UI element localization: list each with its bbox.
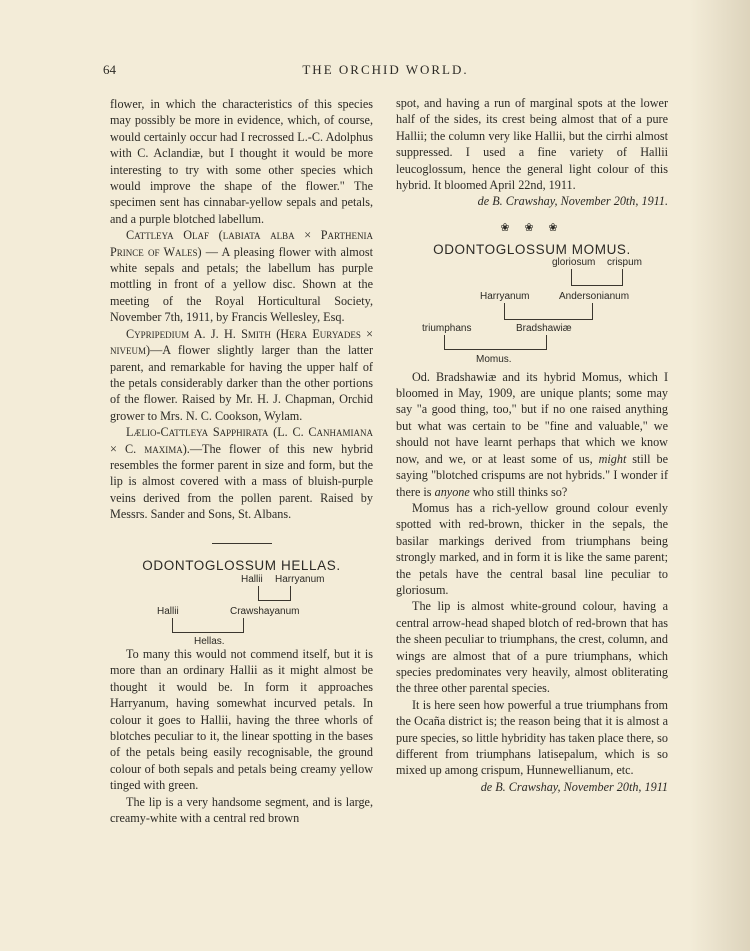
right-column [396, 95, 668, 795]
connector-line [172, 632, 244, 633]
paragraph-laelio-cattleya [110, 424, 373, 522]
paragraph-cattleya-olaf [110, 227, 373, 325]
paragraph-body: —A flower slightly larger than the latter parent, and remarkable for having the upper half of the petals considerably darker than the other portions of the flower. Raised by Mr. H. J. Chapman, Orchid grower to Mrs. N. C. Cookson, Wylam. [110, 343, 373, 423]
left-column [110, 96, 373, 826]
pedigree-diagram-hellas [110, 574, 373, 646]
signature: de B. Crawshay, November 20th, 1911. [477, 194, 668, 209]
section-title-momus: ODONTOGLOSSUM MOMUS. [433, 242, 631, 258]
hybrid-label: Hellas. [194, 635, 225, 647]
parent-label: triumphans [422, 322, 472, 334]
running-header [103, 62, 668, 80]
paragraph: spot, and having a run of marginal spots at the lower half of the sides, its crest being almost that of a pure Hallii; the column very like Hallii, but the cirrhi almost suppressed. I used a fine variety of Hallii leucoglossum, hence the general light colour of this hybrid. It bloomed April 22nd, 1911. [396, 96, 668, 193]
connector-line [546, 335, 547, 349]
paragraph: flower, in which the characteristics of this species may possibly be more in evidence, which, of course, would certainly occur had I recrossed L.-C. Adolphus with C. Aclandiæ, but I thought it would be more interesting to try with some other species which would improve the shape of the flower." The specimen sent has cinnabar-yellow sepals and petals, and a purple blotched labellum. [110, 97, 373, 226]
connector-line [592, 303, 593, 319]
section-title-hellas: ODONTOGLOSSUM HELLAS. [142, 557, 341, 573]
page-edge-shadow [690, 0, 750, 951]
ornament-divider: ❀ ❀ ❀ [500, 221, 564, 234]
paragraph: To many this would not commend itself, but it is more than an ordinary Hallii as it might almost be thought it would be. In form it approaches Harryanum, having somewhat incurved petals. In colour it goes to Hallii, having the three whorls of blotches peculiar to it, the linear spotting in the bases of the petals being easily recognisable, the ground colour of both sepals and petals being creamy yellow tinged with green. [110, 646, 373, 793]
parent-label: Hallii [241, 573, 263, 585]
parent-label: Harryanum [275, 573, 325, 585]
paragraph: It is here seen how powerful a true triumphans from the Ocaña district is; the reason being that it is almost a pure species, so little hybridity has taken place there, so different from triumphans latisepalum, which is so mixed up among crispum, Hunnewellianum, etc. [396, 697, 668, 778]
paragraph: The lip is a very handsome segment, and is large, creamy-white with a central red brown [110, 794, 373, 826]
parent-label: Hallii [157, 605, 179, 617]
signature: de B. Crawshay, November 20th, 1911 [480, 779, 668, 794]
connector-line [258, 600, 291, 601]
paragraph: The lip is almost white-ground colour, having a central arrow-head shaped blotch of red-brown that has the sheen peculiar to triumphans, the crest, column, and wings are almost that of a pure triumphans, which species predominates very heavily, almost obliterating the three other parental species. [396, 599, 668, 696]
connector-line [258, 586, 259, 600]
hybrid-label: Bradshawiæ [516, 322, 572, 334]
paragraph: Momus has a rich-yellow ground colour evenly spotted with red-brown, thicker in the sepals, the basilar markings derived from triumphans being strongly marked, and in form it is like the same parent; the petals have the central basal line peculiar to gloriosum. [396, 500, 668, 597]
connector-line [504, 303, 505, 319]
plant-name: Cattleya Olaf (labiata alba × Parthenia Prince of Wales) [110, 228, 373, 259]
connector-line [622, 269, 623, 285]
connector-line [571, 269, 572, 285]
connector-line [571, 285, 623, 286]
pedigree-diagram-momus [396, 256, 668, 369]
parent-label: Harryanum [480, 290, 530, 302]
parent-label: gloriosum [552, 256, 596, 268]
connector-line [243, 618, 244, 632]
hybrid-label: Crawshayanum [230, 605, 300, 617]
plant-name: Cypripedium A. J. H. Smith (Hera Euryades × niveum) [110, 326, 373, 358]
plant-name: Lælio-Cattleya Sapphirata (L. C. Canhamiana × C. maxima) [110, 425, 373, 456]
connector-line [290, 586, 291, 600]
paragraph-bradshawiae: Od. Bradshawiæ and its hybrid Momus, which I bloomed in May, 1909, are unique plants; some may say "a good thing, too," but if no one raised anything but what was certain to be "fine and valuable," we should not have learnt perhaps that which we know now, and we, or at least some of us, might still be saying "blotched crispums are not hybrids." I wonder if there is anyone who still thinks so? [396, 369, 668, 499]
paragraph-body: .—The flower of this new hybrid resembles the former parent in size and form, but the lip is almost covered with a mass of bluish-purple veins derived from the pollen parent. Raised by Messrs. Sander and Sons, St. Albans. [110, 441, 373, 522]
paragraph-cypripedium [110, 326, 373, 424]
page-number: 64 [103, 62, 116, 77]
parent-label: crispum [607, 256, 643, 268]
journal-title: THE ORCHID WORLD. [302, 62, 469, 77]
connector-line [444, 335, 445, 349]
hybrid-label: Andersonianum [559, 290, 630, 302]
connector-line [444, 349, 547, 350]
connector-line [504, 319, 593, 320]
hybrid-label: Momus. [476, 353, 512, 365]
paragraph-body: — A pleasing flower with almost white sepals and petals; the labellum has purple mottling in front of a yellow disc. Shown at the meeting of the Royal Horticultural Society, November 7th, 1911, by Francis Wellesley, Esq. [110, 244, 374, 325]
section-divider [212, 543, 272, 544]
connector-line [172, 618, 173, 632]
